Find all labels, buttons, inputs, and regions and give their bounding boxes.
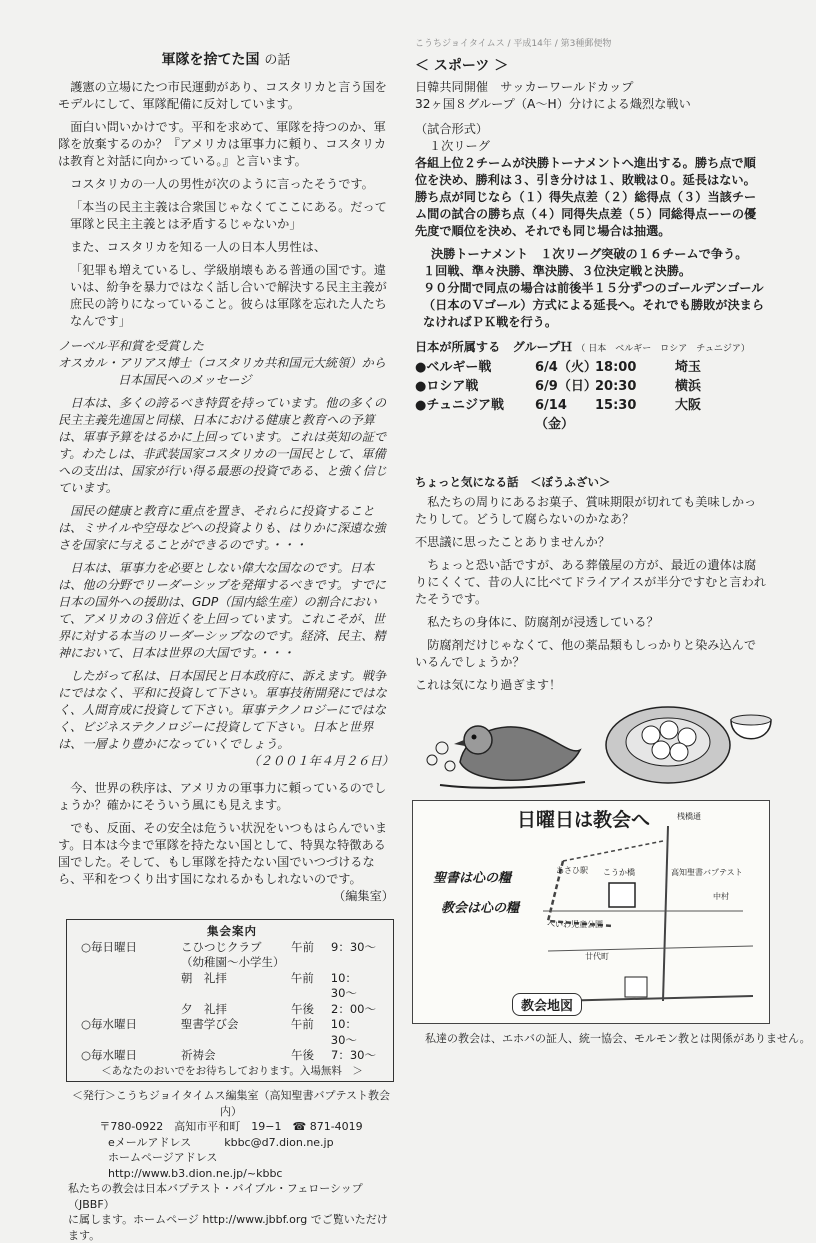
sports-rule: 各組上位２チームが決勝トーナメントへ進出する。勝ち点で順位を決め、勝利は３、引き分けは１、敗戦は０。延長はない。: [415, 156, 756, 187]
notice-name: （幼稚園〜小学生）: [181, 955, 285, 969]
message-paragraph: 国民の健康と教育に重点を置き、それらに投資することは、ミサイルや空母などへの投資よりも、はりかに深遠な強さを国家に与えることができるのです。・・・: [58, 504, 386, 552]
notice-ampm: 午前: [290, 1017, 314, 1031]
match-date: 6/14（金）: [535, 398, 575, 432]
notice-ampm: 午後: [291, 1001, 314, 1016]
church-map: [412, 800, 770, 1024]
notice-name: 夕 礼拝: [181, 1001, 227, 1016]
match-row: [415, 358, 767, 377]
map-place: あさひ駅: [556, 866, 588, 875]
paragraph: 護憲の立場にたつ市民運動があり、コスタリカと言う国をモデルにして、軍隊配備に反対しています。: [58, 80, 387, 111]
paragraph: また、コスタリカを知る一人の日本人男性は、: [70, 240, 327, 254]
match-venue: 大阪: [675, 398, 702, 413]
column-paragraph: 私たちの周りにあるお菓子、賞味期限が切れても美味しかったりして。どうして腐らないのかなあ？: [415, 495, 757, 526]
notice-time: 10：30〜: [330, 1017, 357, 1047]
editorial-sign: （編集室）: [333, 889, 394, 903]
notice-time: 2：00〜: [331, 1001, 376, 1016]
notice-day: [81, 971, 181, 1002]
quote: 「犯罪も増えているし、学級崩壊もある普通の国です。違いは、紛争を暴力ではなく話し合いで解決する民主主義が庶民の誇りになっていること。彼らは軍隊を忘れた人たちなんです」: [70, 263, 387, 328]
column-paragraph: ちょっと恐い話ですが、ある葬儀屋の方が、最近の遺体は腐りにくくて、昔の人に比べてドライアイスが半分ですむと言われたそうです。: [415, 558, 766, 606]
map-roads: [413, 801, 769, 1023]
notice-row: [81, 1017, 383, 1048]
sports-title: ＜ スポーツ ＞: [415, 58, 509, 74]
publisher-email[interactable]: eメールアドレス kbbc@d7.dion.ne.jp: [108, 1135, 334, 1149]
map-place: 桟橋通: [677, 812, 701, 821]
map-place: 高知聖書バプテスト: [671, 868, 743, 877]
footer-note: 私達の教会は、エホバの証人、統一協会、モルモン教とは関係がありません。: [425, 1032, 811, 1045]
right-column: [415, 58, 767, 700]
column-title: ちょっと気になる話 ＜ぼうふざい＞: [415, 475, 611, 489]
notice-row: [81, 955, 383, 971]
column-paragraph: 防腐剤だけじゃなくて、他の薬品類もしっかりと染み込んでいるんでしょうか？: [415, 638, 757, 669]
sports-line: （試合形式）: [415, 122, 489, 136]
notice-name: 朝 礼拝: [180, 970, 227, 985]
match-row: [415, 396, 767, 434]
notice-ampm: 午前: [290, 970, 314, 985]
map-slogan: 教会は心の糧: [441, 901, 520, 916]
sports-rule: １回戦、準々決勝、準決勝、３位決定戦と決勝。: [423, 264, 692, 278]
paragraph: 面白い問いかけです。平和を求めて、軍隊を持つのか、軍隊を放棄するのか？『アメリカは軍事力に頼り、コスタリカは教育と対話に向かっている。』と言います。: [58, 120, 387, 168]
match-venue: 横浜: [675, 379, 702, 394]
editorial-paragraph: でも、反面、その安全は危うい状況をいつもはらんでいます。日本は今まで軍隊を持たない国として、特異な特徴ある国でした。そして、もし軍隊を持たない国でいつづけるなら、平和をつくり出す国になれるかもしれないのです。: [58, 821, 388, 886]
match-team: ●ロシア戦: [415, 379, 479, 394]
notice-note: ＜あなたのおいでをお待ちしております。入場無料 ＞: [101, 1064, 363, 1077]
notice-row: [81, 971, 383, 1002]
paragraph: コスタリカの一人の男性が次のように言ったそうです。: [70, 177, 374, 191]
map-label: 教会地図: [512, 993, 582, 1016]
nobel-line: ノーベル平和賞を受賞した: [58, 339, 204, 353]
notice-name: 祈祷会: [181, 1048, 216, 1062]
sports-rule: 決勝トーナメント １次リーグ突破の１６チームで争う。: [431, 247, 748, 261]
notice-name: 聖書学び会: [180, 1017, 239, 1031]
notice-day: ○毎水曜日: [81, 1017, 138, 1031]
column-paragraph: 不思議に思ったことありませんか？: [415, 535, 610, 549]
notice-time: 7：30〜: [331, 1048, 376, 1062]
notice-day: ○毎水曜日: [81, 1048, 138, 1062]
publisher-line: 私たちの教会は日本バプテスト・バイブル・フェローシップ（JBBF）: [68, 1182, 363, 1211]
map-place: 廿代町: [585, 952, 609, 961]
notice-time: 9：30〜: [331, 939, 376, 954]
column-paragraph: これは気になり過ぎます！: [415, 678, 562, 692]
sports-line: １次リーグ: [429, 139, 490, 153]
publisher-line: に属します。ホームページ http://www.jbbf.org でご覧いただけます。: [68, 1213, 388, 1242]
notice-ampm: 午後: [291, 1048, 314, 1062]
match-venue: 埼玉: [675, 360, 702, 375]
notice-name: こひつじクラブ: [181, 939, 262, 954]
group-label: 日本が所属する グループＨ: [415, 340, 573, 354]
left-column: [58, 48, 394, 1243]
quote: 「本当の民主主義は合衆国じゃなくてここにある。だって軍隊と民主主義とは矛盾するじゃないか」: [70, 200, 387, 231]
notice-ampm: [291, 955, 331, 971]
publisher-homepage[interactable]: ホームページアドレス http://www.b3.dion.ne.jp/~kbbc: [108, 1151, 283, 1180]
notice-ampm: 午前: [291, 939, 314, 954]
notice-row: [81, 1048, 383, 1064]
publisher-info: [68, 1088, 394, 1243]
header-strip: こうちジョイタイムス / 平成14年 / 第3種郵便物: [415, 39, 612, 49]
group-heading: [415, 339, 767, 358]
notice-title: 集会案内: [207, 924, 257, 938]
map-slogan: 聖書は心の糧: [433, 871, 512, 886]
group-teams: （ 日本 ベルギー ロシア チュニジア）: [576, 344, 750, 354]
map-title: 日曜日は教会へ: [517, 809, 651, 831]
bird-illustration: [420, 700, 595, 795]
match-time: 15:30: [595, 398, 637, 413]
nobel-heading: [58, 338, 394, 389]
match-time: 20:30: [595, 379, 637, 394]
notice-day: [81, 1002, 181, 1018]
notice-day: [81, 955, 181, 971]
article-title: [58, 52, 394, 69]
notice-rows: [81, 940, 383, 1064]
nobel-line: オスカル・アリアス博士（コスタリカ共和国元大統領）から: [58, 356, 386, 370]
sports-rule: 勝ち点が同じなら（１）得失点差（２）総得点（３）当該チーム間の試合の勝ち点（４）同得失点差（５）同総得点ーーの優先度で順位を決め、それでも同じ場合は抽選。: [415, 190, 757, 238]
match-list: [415, 358, 767, 434]
message-date: （２００１年４月２６日）: [247, 754, 394, 768]
match-time: 18:00: [595, 360, 637, 375]
message-paragraph: 日本は、軍事力を必要としない偉大な国なのです。日本は、他の分野でリーダーシップを発揮するべきです。すでに日本の国外への援助は、GDP（国内総生産）の割合において、アメリカの３倍近くを上回っています。これこそが、世界に対する本当のリーダーシップなのです。経済、民主、精神において、日本は世界の大国です。・・・: [58, 561, 386, 660]
notice-day: ○毎日曜日: [81, 939, 138, 954]
nobel-line: 日本国民へのメッセージ: [118, 373, 252, 387]
map-place: へいわ児童公園: [547, 920, 603, 929]
message-paragraph: 日本は、多くの誇るべき特質を持っています。他の多くの民主主義先進国と同様、日本における健康と教育への予算は、軍事予算をはるかに上回っています。これは英知の証です。わたしは、非武装国家コスタリカの一国民として、軍備への支出は、国家が行い得る最悪の投資である、と強く信じています。: [58, 396, 388, 495]
notice-row: [81, 1002, 383, 1018]
message-paragraph: したがって私は、日本国民と日本政府に、訴えます。戦争にではなく、平和に投資して下さい。軍事技術開発にではなく、人間育成に投資して下さい。軍事テクノロジーにではなく、ビジネステクノロジーに投資して下さい。日本と世界は、一層より豊かになっていくでしょう。: [58, 669, 387, 751]
sports-line: 32ヶ国８グループ（A〜H）分けによる熾烈な戦い: [415, 97, 691, 111]
sports-rule: ９０分間で同点の場合は前後半１５分ずつのゴールデンゴール（日本のＶゴール）方式による延長へ。それでも勝敗が決まらなければＰＫ戦を行う。: [423, 281, 765, 329]
publisher-line: ＜発行＞こうちジョイタイムス編集室（高知聖書バプテスト教会内）: [71, 1089, 391, 1118]
article-title-sub: の話: [264, 53, 291, 68]
match-team: ●ベルギー戦: [415, 360, 492, 375]
match-date: 6/4（火）: [535, 360, 597, 375]
editorial-paragraph: 今、世界の秩序は、アメリカの軍事力に頼っているのでしょうか？確かにそういう風にも見えます。: [58, 781, 387, 812]
publisher-address: 〒780-0922 高知市平和町 19−1 ☎ 871-4019: [99, 1120, 363, 1133]
tea-illustration: [603, 690, 778, 790]
column-paragraph: 私たちの身体に、防腐剤が浸透している？: [427, 615, 659, 629]
match-row: [415, 377, 767, 396]
map-place: こうか橋: [603, 868, 635, 877]
sports-line: 日韓共同開催 サッカーワールドカップ: [415, 80, 634, 94]
notice-row: [81, 940, 383, 956]
notice-time: 10：30〜: [330, 970, 357, 1000]
match-team: ●チュニジア戦: [415, 398, 504, 413]
meeting-notice-box: [66, 919, 394, 1082]
map-place: 中村: [713, 892, 729, 901]
article-title-main: 軍隊を捨てた国: [161, 52, 260, 68]
match-date: 6/9（日）: [535, 379, 597, 394]
